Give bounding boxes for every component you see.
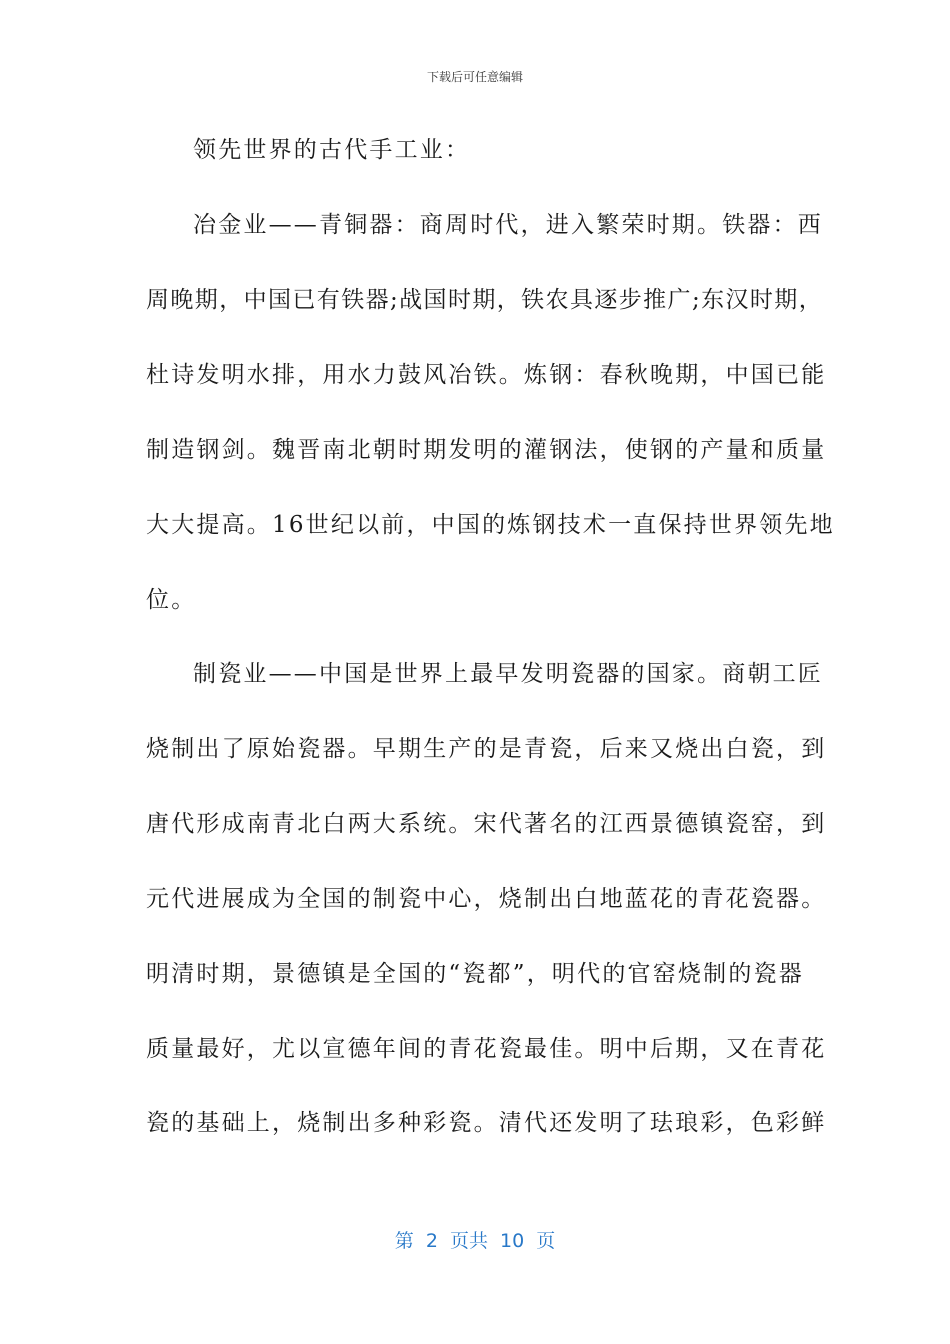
paragraph-line: 周晚期，中国已有铁器;战国时期，铁农具逐步推广;东汉时期， xyxy=(146,287,824,313)
paragraph-line: 冶金业——青铜器：商周时代，进入繁荣时期。铁器：西 xyxy=(193,212,823,238)
paragraph-line: 杜诗发明水排，用水力鼓风冶铁。炼钢：春秋晚期，中国已能 xyxy=(146,362,827,388)
paragraph-line: 质量最好，尤以宣德年间的青花瓷最佳。明中后期，又在青花 xyxy=(146,1036,827,1062)
paragraph-line: 元代进展成为全国的制瓷中心，烧制出白地蓝花的青花瓷器。 xyxy=(146,886,827,912)
paragraph-line: 瓷的基础上，烧制出多种彩瓷。清代还发明了珐琅彩，色彩鲜 xyxy=(146,1110,827,1136)
paragraph-line: 烧制出了原始瓷器。早期生产的是青瓷，后来又烧出白瓷，到 xyxy=(146,736,827,762)
paragraph-line: 大大提高。16世纪以前，中国的炼钢技术一直保持世界领先地 xyxy=(146,512,835,538)
paragraph-line: 制造钢剑。魏晋南北朝时期发明的灌钢法，使钢的产量和质量 xyxy=(146,437,827,463)
page-header: 下载后可任意编辑 xyxy=(426,70,523,84)
paragraph-line: 领先世界的古代手工业： xyxy=(193,137,471,163)
page-number-footer: 第 2 页共 10 页 xyxy=(394,1230,556,1252)
paragraph-line: 位。 xyxy=(146,587,197,613)
paragraph-line: 明清时期，景德镇是全国的“瓷都”，明代的官窑烧制的瓷器 xyxy=(146,961,804,987)
paragraph-line: 唐代形成南青北白两大系统。宋代著名的江西景德镇瓷窑，到 xyxy=(146,811,827,837)
paragraph-line: 制瓷业——中国是世界上最早发明瓷器的国家。商朝工匠 xyxy=(193,661,823,687)
